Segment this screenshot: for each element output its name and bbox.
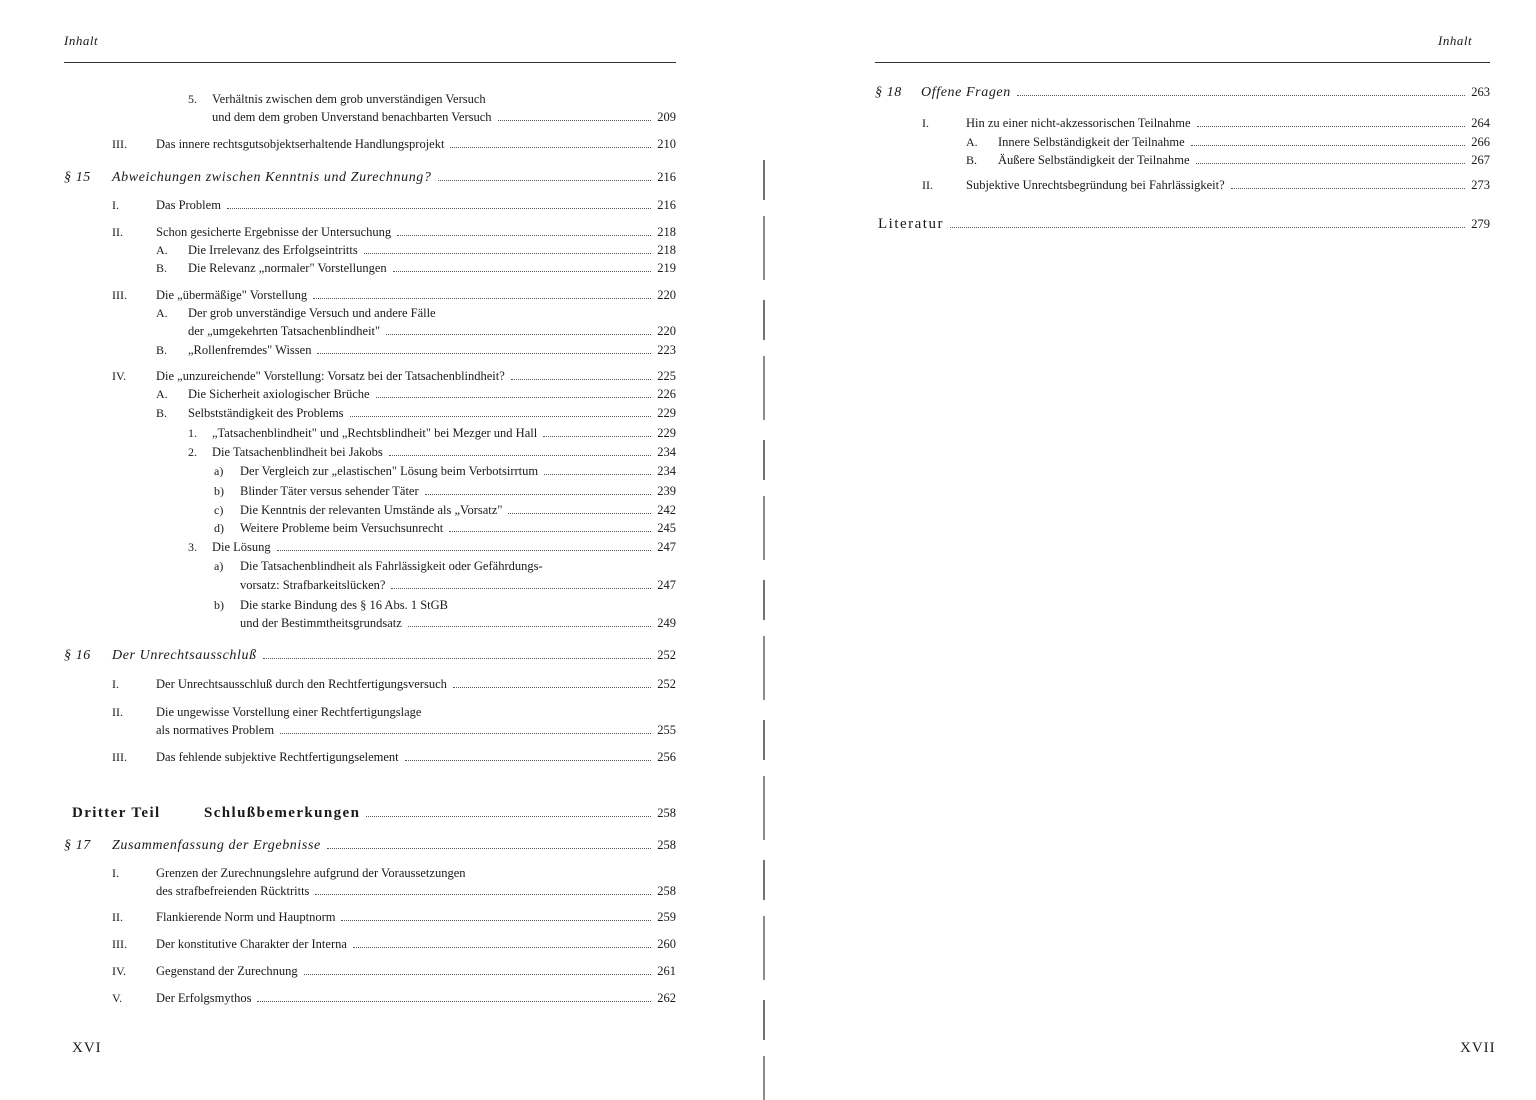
toc-entry-title: Gegenstand der Zurechnung [156,964,298,978]
dot-leader [391,588,651,589]
dot-leader [950,227,1465,228]
dot-leader [313,298,651,299]
toc-entry-title: Die ungewisse Vorstellung einer Rechtfertigungslage [156,705,422,719]
toc-entry-page: 266 [1471,135,1490,149]
toc-entry-number: a) [214,559,224,573]
dot-leader [453,687,651,688]
dot-leader [543,436,651,437]
toc-entry-number: § 17 [64,838,91,853]
toc-entry-title: Das innere rechtsgutsobjektserhaltende Handlungsprojekt [156,137,445,151]
toc-entry-title: Flankierende Norm und Hauptnorm [156,910,336,924]
dot-leader [1017,95,1465,96]
dot-leader [315,894,651,895]
toc-entry-number: IV. [112,369,127,383]
toc-entry-number: II. [112,705,123,719]
toc-entry [112,750,676,765]
toc-entry-page: 258 [657,884,676,898]
toc-entry-number: I. [112,198,119,212]
toc-entry-number: § 16 [64,648,91,663]
toc-entry [64,170,676,186]
toc-entry-title: Das fehlende subjektive Rechtfertigungselement [156,750,399,764]
toc-entry-page: 267 [1471,153,1490,167]
toc-entry-page: 234 [657,445,676,459]
toc-entry-number: § 18 [875,85,902,100]
toc-entry-number: B. [156,406,168,420]
toc-entry-number: I. [922,116,929,130]
dot-leader [393,271,652,272]
toc-entry-page: 226 [657,387,676,401]
toc-entry [240,616,676,631]
toc-entry-number: Dritter Teil [72,805,161,821]
toc-entry [875,85,1490,101]
toc-entry-page: 220 [657,288,676,302]
toc-entry-title: Der grob unverständige Versuch und andere Fälle [188,306,436,320]
dot-leader [508,513,651,514]
toc-entry-title: Subjektive Unrechtsbegründung bei Fahrlässigkeit? [966,178,1225,192]
toc-entry [64,838,676,854]
toc-entry-page: 220 [657,324,676,338]
toc-entry [156,243,676,258]
toc-entry-title: Hin zu einer nicht-akzessorischen Teilnahme [966,116,1191,130]
toc-entry [156,343,676,358]
toc-entry-title: Abweichungen zwischen Kenntnis und Zurechnung? [112,170,432,185]
toc-entry-page: 260 [657,937,676,951]
toc-entry-number: III. [112,288,127,302]
toc-entry-title: Der Vergleich zur „elastischen" Lösung beim Verbotsirrtum [240,464,539,478]
dot-leader [386,334,651,335]
toc-entry-title: Schlußbemerkungen [204,805,361,821]
toc-entry-number: A. [156,243,168,257]
toc-entry [878,216,1490,233]
toc-entry [112,288,676,303]
toc-entry-title: Verhältnis zwischen dem grob unverständigen Versuch [212,92,486,106]
dot-leader [341,920,651,921]
dot-leader [389,455,652,456]
dot-leader [425,494,652,495]
toc-entry-title: Offene Fragen [921,85,1011,100]
toc-entry-number: d) [214,521,224,535]
toc-entry [112,677,676,692]
toc-entry-page: 234 [657,464,676,478]
dot-leader [450,147,651,148]
toc-entry-page: 209 [657,110,676,124]
toc-entry-title: „Tatsachenblindheit" und „Rechtsblindheit" bei Mezger und Hall [212,426,538,440]
toc-entry-number: II. [922,178,933,192]
toc-entry-page: 223 [657,343,676,357]
toc-entry-title: Selbstständigkeit des Problems [188,406,344,420]
toc-entry [188,92,676,107]
toc-entry [188,426,676,441]
toc-entry-number: A. [156,387,168,401]
toc-entry-page: 263 [1471,85,1490,99]
running-head: Inhalt [1438,33,1473,48]
toc-entry-title: Die Relevanz „normaler" Vorstellungen [188,261,387,275]
toc-entry-page: 216 [657,198,676,212]
toc-entry-number: § 15 [64,170,91,185]
toc-entry-title: Die starke Bindung des § 16 Abs. 1 StGB [240,598,448,612]
toc-entry-title: Die Lösung [212,540,271,554]
left-page [0,0,760,1094]
toc-entry [966,153,1490,168]
toc-entry-page: 229 [657,426,676,440]
toc-entry [156,406,676,421]
dot-leader [353,947,651,948]
toc-entry [188,445,676,460]
toc-entry-number: III. [112,137,127,151]
toc-entry-number: A. [156,306,168,320]
dot-leader [366,816,651,817]
toc-entry-page: 264 [1471,116,1490,130]
toc-entry-number: V. [112,991,123,1005]
dot-leader [408,626,651,627]
toc-entry [156,387,676,402]
toc-entry-title: Die Irrelevanz des Erfolgseintritts [188,243,358,257]
toc-entry [112,937,676,952]
toc-entry-page: 242 [657,503,676,517]
dot-leader [544,474,651,475]
toc-entry [966,135,1490,150]
toc-entry-page: 262 [657,991,676,1005]
toc-entry-number: I. [112,866,119,880]
running-head: Inhalt [64,33,99,48]
toc-entry-page: 252 [657,677,676,691]
toc-entry-page: 216 [657,170,676,184]
toc-entry-page: 249 [657,616,676,630]
toc-entry [214,464,676,479]
toc-entry-title: vorsatz: Strafbarkeitslücken? [240,578,386,592]
dot-leader [317,353,651,354]
toc-entry-number: I. [112,677,119,691]
toc-entry-number: IV. [112,964,127,978]
page-number: XVI [72,1040,102,1056]
toc-entry [922,178,1490,193]
dot-leader [280,733,651,734]
toc-entry-title: Innere Selbständigkeit der Teilnahme [998,135,1185,149]
dot-leader [405,760,652,761]
toc-entry-title: Blinder Täter versus sehender Täter [240,484,419,498]
toc-entry-title: Grenzen der Zurechnungslehre aufgrund der Voraussetzungen [156,866,466,880]
toc-entry-page: 219 [657,261,676,275]
toc-entry-number: III. [112,750,127,764]
toc-entry [72,805,676,822]
book-spine [763,160,765,1100]
toc-entry-title: als normatives Problem [156,723,275,737]
toc-entry [112,910,676,925]
toc-entry [156,723,676,738]
toc-entry-page: 239 [657,484,676,498]
toc-entry-number: b) [214,598,224,612]
dot-leader [1196,163,1466,164]
toc-entry [922,116,1490,131]
dot-leader [438,180,652,181]
toc-entry-page: 261 [657,964,676,978]
toc-entry [112,137,676,152]
toc-entry-page: 258 [657,838,676,852]
toc-entry-page: 259 [657,910,676,924]
dot-leader [277,550,652,551]
dot-leader [263,658,652,659]
toc-entry-title: Weitere Probleme beim Versuchsunrecht [240,521,444,535]
toc-entry-page: 247 [657,540,676,554]
dot-leader [350,416,652,417]
toc-entry-title: Die Kenntnis der relevanten Umstände als „Vorsatz" [240,503,503,517]
toc-entry-title: Die Tatsachenblindheit als Fahrlässigkeit oder Gefährdungs- [240,559,543,573]
dot-leader [1191,145,1466,146]
toc-entry-page: 210 [657,137,676,151]
toc-entry [64,648,676,664]
dot-leader [498,120,652,121]
toc-entry-page: 255 [657,723,676,737]
toc-entry-number: B. [966,153,978,167]
toc-entry [112,866,676,881]
toc-entry [214,559,676,574]
toc-entry-number: 1. [188,426,197,440]
toc-entry [240,578,676,593]
toc-entry-page: 252 [657,648,676,662]
toc-entry-number: 5. [188,92,197,106]
toc-entry-page: 245 [657,521,676,535]
toc-entry [112,964,676,979]
toc-entry-title: und der Bestimmtheitsgrundsatz [240,616,402,630]
toc-entry [112,369,676,384]
toc-entry-page: 279 [1471,217,1490,231]
toc-entry [214,598,676,613]
page-number: XVII [1460,1040,1496,1056]
toc-entry-title: „Rollenfremdes" Wissen [188,343,312,357]
toc-entry [188,324,676,339]
toc-entry-title: Die Tatsachenblindheit bei Jakobs [212,445,383,459]
toc-entry [112,198,676,213]
dot-leader [327,848,651,849]
right-page [770,0,1536,1094]
toc-entry-title: und dem dem groben Unverstand benachbarten Versuch [212,110,492,124]
toc-entry-number: 2. [188,445,197,459]
toc-entry-page: 229 [657,406,676,420]
toc-entry-title: Der Unrechtsausschluß durch den Rechtfertigungsversuch [156,677,447,691]
toc-entry-page: 258 [657,806,676,820]
dot-leader [376,397,652,398]
toc-entry [112,225,676,240]
toc-entry-number: B. [156,261,168,275]
toc-entry-title: Die Sicherheit axiologischer Brüche [188,387,370,401]
dot-leader [511,379,651,380]
toc-entry-title: des strafbefreienden Rücktritts [156,884,310,898]
toc-entry-number: A. [966,135,978,149]
toc-entry-number: a) [214,464,224,478]
toc-entry-page: 225 [657,369,676,383]
toc-entry-number: II. [112,225,123,239]
toc-entry-title: Der konstitutive Charakter der Interna [156,937,347,951]
toc-entry-title: Das Problem [156,198,221,212]
toc-entry-title: Die „unzureichende" Vorstellung: Vorsatz bei der Tatsachenblindheit? [156,369,505,383]
toc-entry-page: 247 [657,578,676,592]
toc-entry [214,484,676,499]
toc-entry-title: Der Erfolgsmythos [156,991,252,1005]
toc-entry [156,261,676,276]
toc-entry-number: II. [112,910,123,924]
header-rule [875,62,1490,63]
toc-entry [212,110,676,125]
toc-entry-title: Die „übermäßige" Vorstellung [156,288,308,302]
toc-entry-number: 3. [188,540,197,554]
toc-entry-title: Der Unrechtsausschluß [112,648,257,663]
toc-entry-number: b) [214,484,224,498]
toc-entry [156,884,676,899]
toc-entry-number: c) [214,503,224,517]
dot-leader [1231,188,1466,189]
dot-leader [397,235,651,236]
dot-leader [449,531,651,532]
dot-leader [364,253,652,254]
toc-entry-title: Schon gesicherte Ergebnisse der Untersuchung [156,225,392,239]
toc-entry [188,540,676,555]
toc-entry [214,521,676,536]
toc-entry-page: 256 [657,750,676,764]
toc-entry-page: 218 [657,225,676,239]
toc-entry-number: III. [112,937,127,951]
toc-entry-page: 218 [657,243,676,257]
toc-entry [214,503,676,518]
toc-entry [112,991,676,1006]
dot-leader [257,1001,651,1002]
toc-entry [112,705,676,720]
toc-entry-number: B. [156,343,168,357]
dot-leader [227,208,651,209]
header-rule [64,62,676,63]
toc-entry-page: 273 [1471,178,1490,192]
toc-entry-title: der „umgekehrten Tatsachenblindheit" [188,324,381,338]
toc-entry-title: Zusammenfassung der Ergebnisse [112,838,321,853]
toc-entry-title: Literatur [878,216,944,232]
toc-entry-title: Äußere Selbständigkeit der Teilnahme [998,153,1190,167]
dot-leader [304,974,652,975]
dot-leader [1197,126,1466,127]
toc-entry [156,306,676,321]
